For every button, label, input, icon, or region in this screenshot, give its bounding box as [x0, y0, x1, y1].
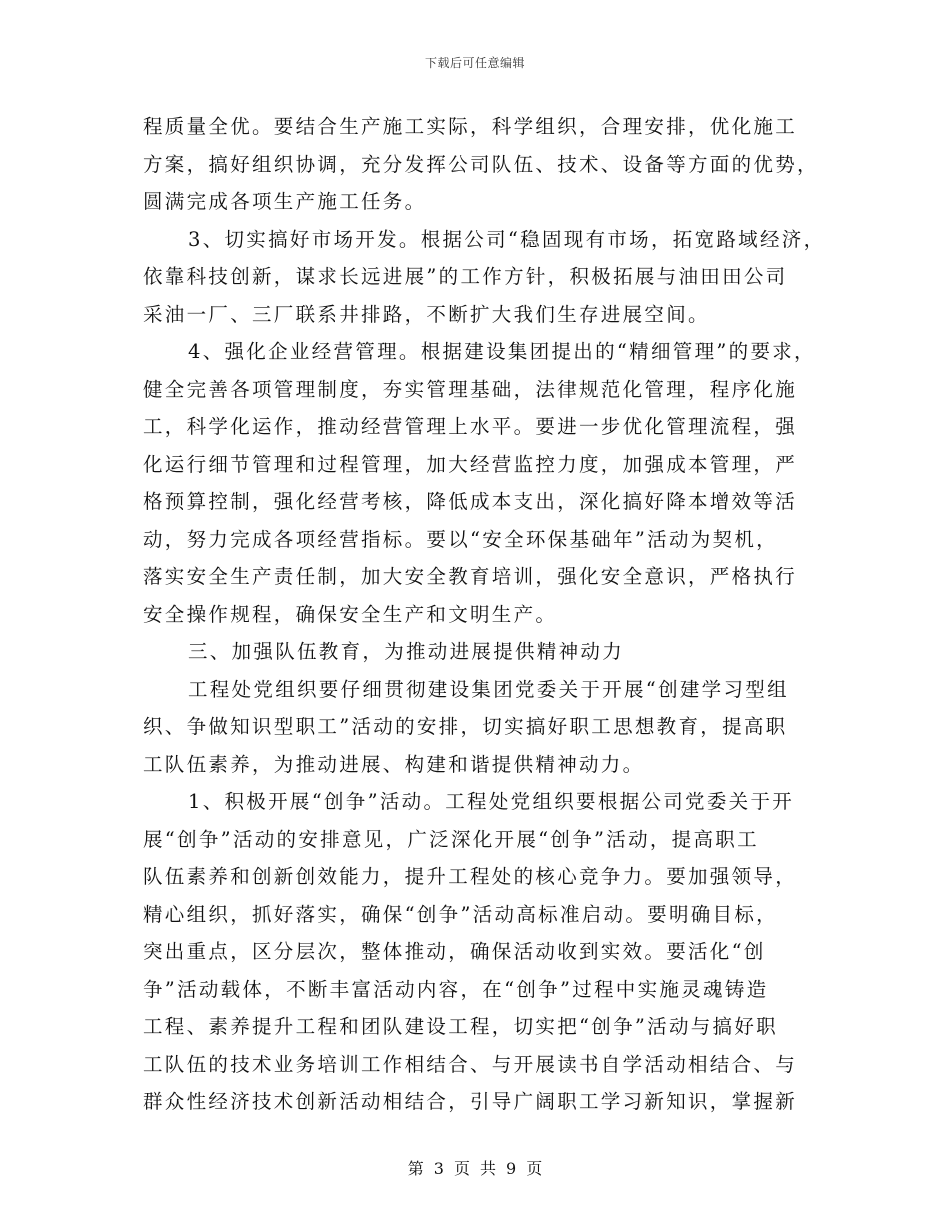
text-line: 4、强化企业经营管理。根据建设集团提出的“精细管理”的要求， [188, 340, 816, 363]
footer-total-word: 共 [480, 1159, 497, 1178]
text-line: 动，努力完成各项经营指标。要以“安全环保基础年”活动为契机， [143, 527, 778, 551]
text-line: 群众性经济技术创新活动相结合，引导广阔职工学习新知识，掌握新 [143, 1090, 798, 1113]
text-line: 工程处党组织要仔细贯彻建设集团党委关于开展“创建学习型组 [188, 677, 789, 701]
page-header-note: 下载后可任意编辑 [424, 56, 525, 70]
text-line: 突出重点，区分层次，整体推动，确保活动收到实效。要活化“创 [143, 940, 766, 963]
text-line: 格预算控制，强化经营考核，降低成本支出，深化搞好降本增效等活 [143, 490, 798, 513]
text-line: 采油一厂、三厂联系井排路，不断扩大我们生存进展空间。 [143, 302, 710, 326]
text-line: 化运行细节管理和过程管理，加大经营监控力度，加强成本管理，严 [143, 452, 798, 476]
footer-page-word-2: 页 [526, 1159, 543, 1178]
text-line: 落实安全生产责任制，加大安全教育培训，强化安全意识，严格执行 [143, 565, 798, 588]
text-line: 依靠科技创新，谋求长远进展”的工作方针，积极拓展与油田田公司 [143, 265, 788, 288]
page-footer [0, 1156, 950, 1179]
text-line: 健全完善各项管理制度，夯实管理基础，法律规范化管理，程序化施 [143, 377, 798, 401]
text-line: 三、加强队伍教育，为推动进展提供精神动力 [188, 640, 625, 663]
footer-page-prefix: 第 [407, 1159, 424, 1178]
text-line: 展“创争”活动的安排意见，广泛深化开展“创争”活动，提高职工 [143, 827, 759, 851]
text-line: 争”活动载体，不断丰富活动内容，在“创争”过程中实施灵魂铸造 [143, 977, 769, 1001]
text-line: 工队伍的技术业务培训工作相结合、与开展读书自学活动相结合、与 [143, 1052, 798, 1076]
text-line: 工，科学化运作，推动经营管理上水平。要进一步优化管理流程，强 [143, 415, 798, 438]
text-line: 1、积极开展“创争”活动。工程处党组织要根据公司党委关于开 [188, 790, 795, 813]
text-line: 工队伍素养，为推动进展、构建和谐提供精神动力。 [143, 752, 645, 776]
text-line: 精心组织，抓好落实，确保“创争”活动高标准启动。要明确目标， [143, 902, 778, 926]
footer-total-pages: 9 [506, 1159, 517, 1178]
text-line: 方案，搞好组织协调，充分发挥公司队伍、技术、设备等方面的优势， [143, 152, 819, 176]
document-body [143, 108, 826, 1121]
text-line: 队伍素养和创新创效能力，提升工程处的核心竞争力。要加强领导， [143, 865, 798, 888]
text-line: 工程、素养提升工程和团队建设工程，切实把“创争”活动与搞好职 [143, 1015, 778, 1038]
text-line: 圆满完成各项生产施工任务。 [143, 190, 427, 213]
text-line: 织、争做知识型职工”活动的安排，切实搞好职工思想教育，提高职 [143, 715, 788, 738]
text-line: 程质量全优。要结合生产施工实际，科学组织，合理安排，优化施工 [143, 115, 798, 138]
text-line: 安全操作规程，确保安全生产和文明生产。 [143, 602, 558, 626]
footer-page-word: 页 [453, 1159, 470, 1178]
text-line: 3、切实搞好市场开发。根据公司“稳固现有市场，拓宽路域经济， [188, 227, 826, 251]
footer-current-page: 3 [433, 1159, 444, 1178]
